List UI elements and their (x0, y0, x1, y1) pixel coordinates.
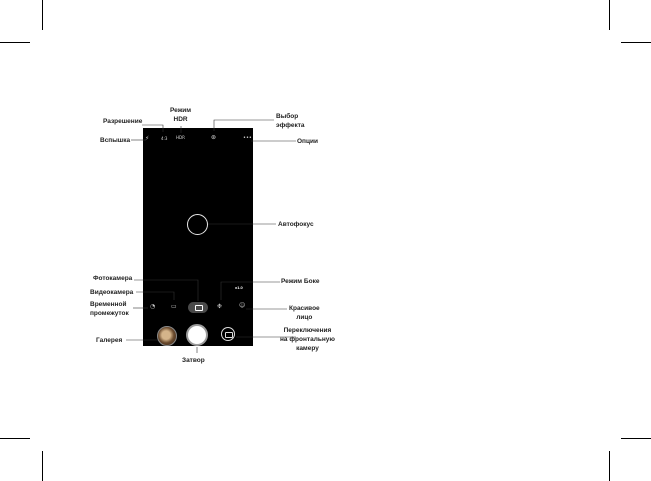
label-beauty: Красивое лицо (289, 305, 320, 321)
switch-camera-icon[interactable] (221, 327, 235, 341)
crop-mark (42, 0, 43, 30)
hdr-icon[interactable]: HDR (176, 135, 185, 140)
focus-ring[interactable] (187, 214, 208, 235)
label-autofocus: Автофокус (278, 221, 314, 228)
label-gallery: Галерея (96, 337, 123, 344)
label-resolution: Разрешение (103, 118, 143, 125)
label-options: Опции (297, 138, 318, 145)
label-shutter: Затвор (182, 357, 205, 364)
label-video: Видеокамера (90, 289, 134, 296)
resolution-value[interactable]: 4:3 (161, 136, 168, 141)
label-hdr: Режим HDR (170, 107, 192, 123)
aperture-icon[interactable]: ❉ (217, 303, 223, 310)
crop-mark (0, 42, 30, 43)
label-timelapse: Временной промежуток (90, 301, 129, 317)
camera-icon[interactable] (188, 302, 208, 313)
crop-mark (609, 0, 610, 30)
more-icon[interactable]: ••• (243, 135, 252, 141)
label-switch: Переключения на фронтальную камеру (280, 327, 335, 352)
label-flash: Вспышка (100, 137, 131, 144)
crop-mark (0, 438, 30, 439)
timelapse-icon[interactable]: ◔ (150, 303, 156, 310)
crop-mark (609, 451, 610, 481)
flash-icon[interactable]: ⚡ (145, 135, 150, 142)
label-effect: Выбор эффекта (276, 113, 305, 129)
label-photo: Фотокамера (93, 275, 133, 282)
video-icon[interactable]: ▭ (171, 303, 177, 310)
camera-viewfinder (143, 128, 253, 346)
label-bokeh: Режим Боке (281, 278, 320, 285)
effect-icon[interactable]: ⊛ (211, 134, 217, 141)
shutter-button[interactable] (186, 324, 208, 346)
gallery-thumbnail[interactable] (157, 326, 177, 346)
face-icon[interactable]: ☺ (239, 302, 246, 309)
crop-mark (621, 42, 651, 43)
zoom-value[interactable]: x1.0 (235, 285, 243, 290)
crop-mark (42, 451, 43, 481)
crop-mark (621, 438, 651, 439)
